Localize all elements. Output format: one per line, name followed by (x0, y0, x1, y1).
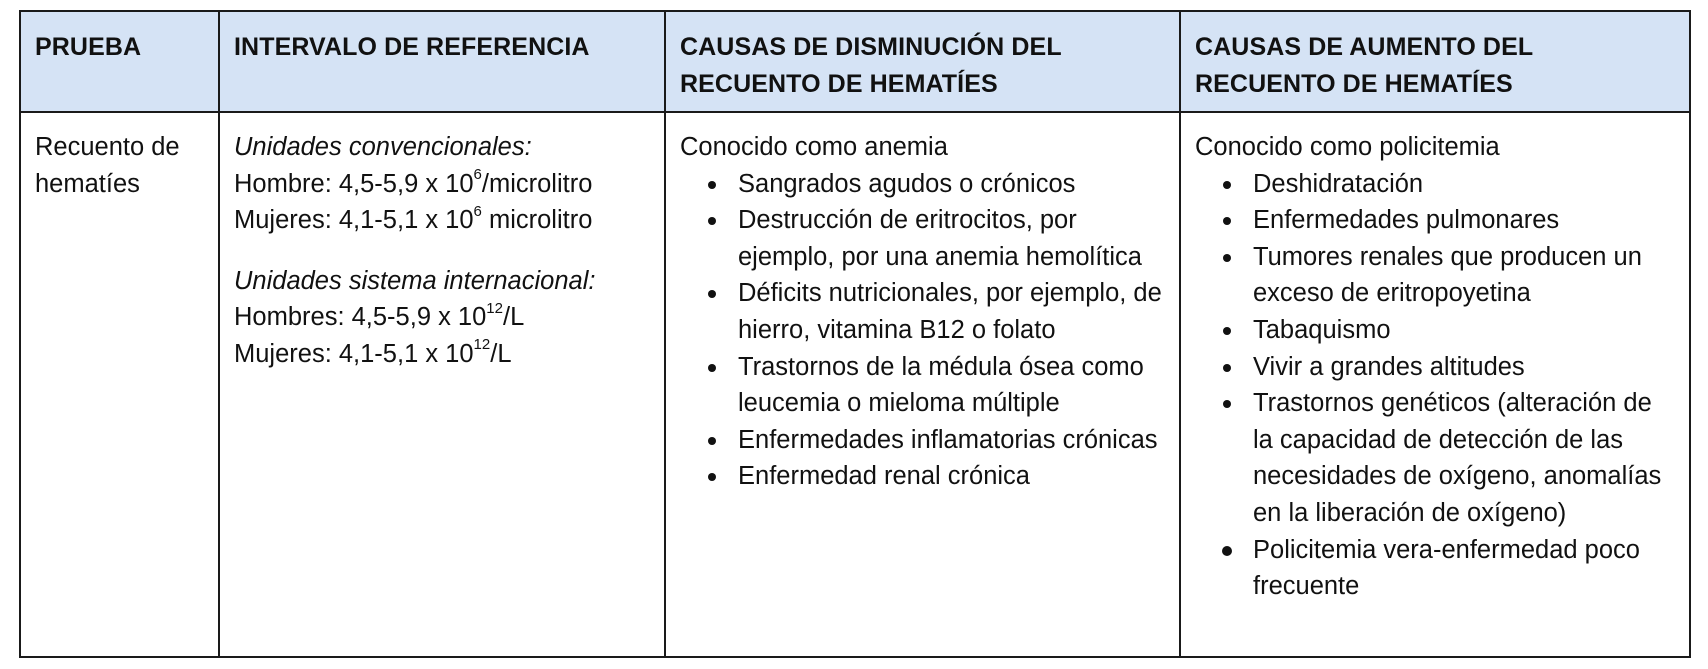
bullet-icon (708, 473, 716, 481)
increase-list (1195, 166, 1675, 605)
table-row (20, 112, 1690, 657)
conventional-units-title: Unidades convencionales: (234, 133, 532, 161)
header-row (20, 11, 1690, 112)
bullet-icon (1223, 254, 1231, 262)
bullet-icon (708, 217, 716, 225)
si-units-title: Unidades sistema internacional: (234, 266, 596, 295)
conventional-women: Mujeres: 4,1-5,1 x $10^6$ microlitro (234, 202, 593, 235)
test-name-cell (20, 112, 219, 657)
list-item: Déficits nutricionales, por ejemplo, de hierro, vitamina B12 o folato (720, 275, 1165, 348)
list-item: Vivir a grandes altitudes (1235, 349, 1675, 386)
list-item: Enfermedad renal crónica (720, 458, 1165, 495)
bullet-icon (1223, 181, 1231, 189)
reference-table (19, 10, 1691, 658)
reference-cell (219, 112, 665, 657)
bullet-icon (708, 290, 716, 298)
spacer (234, 239, 650, 263)
header-reference-interval: INTERVALO DE REFERENCIA (219, 11, 665, 112)
header-decrease-causes: CAUSAS DE DISMINUCIÓN DEL RECUENTO DE HEMATÍES (665, 11, 1180, 112)
list-item: Destrucción de eritrocitos, por ejemplo, por una anemia hemolítica (720, 202, 1165, 275)
test-name: Recuento de hematíes (35, 133, 180, 198)
list-item: Policitemia vera-enfermedad poco frecuente (1235, 532, 1675, 605)
header-test: PRUEBA (20, 11, 219, 112)
bullet-icon (1223, 327, 1231, 335)
bullet-icon (1222, 546, 1232, 556)
decrease-cell (665, 112, 1180, 657)
table-header (20, 11, 1690, 112)
increase-cell (1180, 112, 1690, 657)
decrease-list (680, 166, 1165, 495)
bullet-icon (1223, 364, 1231, 372)
list-item: Deshidratación (1235, 166, 1675, 203)
list-item: Tabaquismo (1235, 312, 1675, 349)
bullet-icon (708, 437, 716, 445)
bullet-icon (708, 364, 716, 372)
conventional-men: Hombre: 4,5-5,9 x $10^6$/microlitro (234, 166, 593, 198)
table-body (20, 112, 1690, 657)
bullet-icon (708, 181, 716, 189)
list-item: Enfermedades pulmonares (1235, 202, 1675, 239)
header-increase-causes: CAUSAS DE AUMENTO DEL RECUENTO DE HEMATÍES (1180, 11, 1690, 112)
list-item: Tumores renales que producen un exceso de eritropoyetina (1235, 239, 1675, 312)
decrease-intro: Conocido como anemia (680, 133, 948, 161)
list-item: Trastornos genéticos (alteración de la capacidad de detección de las necesidades de oxígeno, anomalías en la liberación de oxígeno) (1235, 385, 1675, 531)
list-item: Sangrados agudos o crónicos (720, 166, 1165, 203)
list-item: Enfermedades inflamatorias crónicas (720, 422, 1165, 459)
si-men: Hombres: 4,5-5,9 x $10^{12}/L$ (234, 299, 525, 332)
increase-intro: Conocido como policitemia (1195, 133, 1500, 161)
si-women: Mujeres: 4,1-5,1 x $10^{12}/L$ (234, 336, 512, 368)
bullet-icon (1223, 400, 1231, 408)
bullet-icon (1223, 217, 1231, 225)
list-item: Trastornos de la médula ósea como leucemia o mieloma múltiple (720, 349, 1165, 422)
